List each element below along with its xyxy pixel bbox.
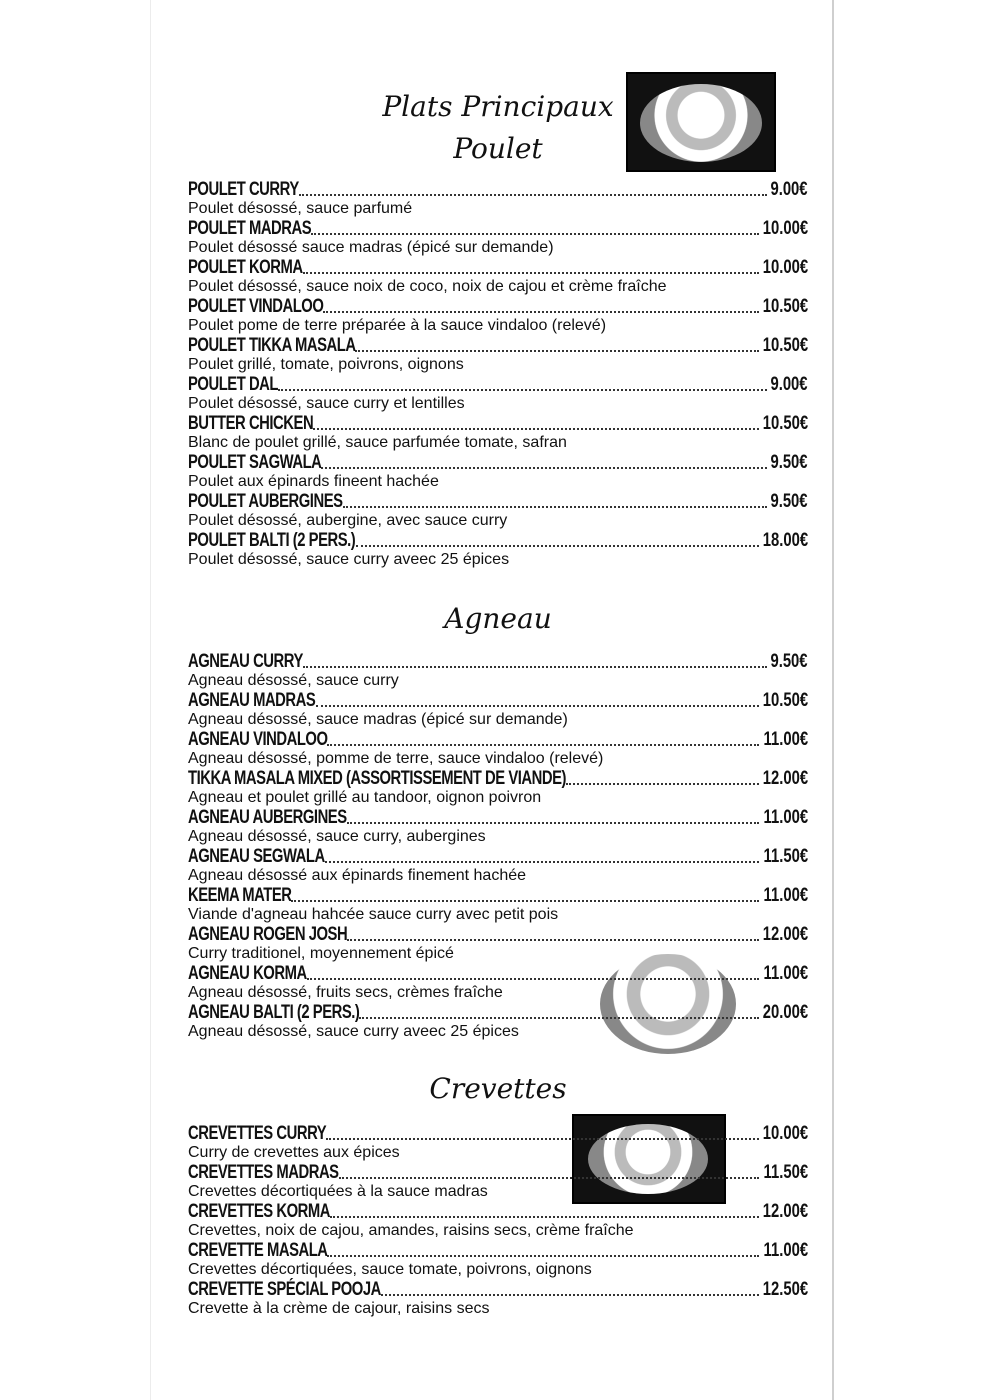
section-poulet (188, 180, 808, 570)
menu-item-description: Agneau désossé, fruits secs, crèmes fraîche (188, 984, 503, 1001)
menu-item (188, 1280, 808, 1319)
menu-item-header (188, 531, 808, 551)
dot-leader (323, 311, 758, 313)
menu-item (188, 925, 808, 964)
menu-item-description: Poulet pome de terre préparée à la sauce vindaloo (relevé) (188, 317, 607, 334)
menu-item-name: AGNEAU AUBERGINES (188, 807, 347, 828)
menu-item-name: POULET AUBERGINES (188, 491, 343, 512)
menu-item (188, 336, 808, 375)
menu-item (188, 769, 808, 808)
menu-item-name: CREVETTE SPÉCIAL POOJA (188, 1279, 381, 1300)
menu-item-header (188, 1163, 808, 1183)
menu-item-name: AGNEAU SEGWALA (188, 846, 325, 867)
dot-leader (291, 900, 759, 902)
menu-item-name: CREVETTES CURRY (188, 1123, 327, 1144)
menu-item-description: Viande d'agneau hahcée sauce curry avec petit pois (188, 906, 559, 923)
menu-item (188, 414, 808, 453)
menu-item-name: TIKKA MASALA MIXED (ASSORTISSEMENT DE VIANDE) (188, 768, 566, 789)
menu-item-name: CREVETTES MADRAS (188, 1162, 339, 1183)
menu-item-description: Poulet désossé, sauce curry et lentilles (188, 395, 465, 412)
menu-item-header (188, 297, 808, 317)
dot-leader (381, 1294, 758, 1296)
section-heading-poulet: Poulet (453, 132, 543, 165)
dot-leader (303, 272, 759, 274)
menu-item-name: POULET BALTI (2 PERS.) (188, 530, 356, 551)
menu-item (188, 1163, 808, 1202)
dot-leader (343, 506, 768, 508)
menu-item (188, 531, 808, 570)
menu-item-name: AGNEAU KORMA (188, 963, 307, 984)
menu-item-name: POULET VINDALOO (188, 296, 324, 317)
menu-item-description: Curry traditionel, moyennement épicé (188, 945, 454, 962)
menu-item-price: 10.50€ (762, 335, 808, 356)
menu-item-price: 12.50€ (762, 1279, 808, 1300)
menu-item-description: Poulet désossé, sauce curry aveec 25 épices (188, 551, 510, 568)
menu-item-description: Crevettes décortiquées, sauce tomate, poivrons, oignons (188, 1261, 592, 1278)
menu-item-name: AGNEAU CURRY (188, 651, 303, 672)
page-right-edge (832, 0, 834, 1400)
menu-item-price: 11.00€ (763, 807, 808, 828)
menu-item-header (188, 808, 808, 828)
menu-item-header (188, 258, 808, 278)
dot-leader (359, 1017, 758, 1019)
menu-title: Plats Principaux (382, 90, 614, 123)
dot-leader (313, 428, 759, 430)
menu-item (188, 730, 808, 769)
menu-item-name: KEEMA MATER (188, 885, 292, 906)
dot-leader (356, 545, 759, 547)
menu-item-header (188, 1241, 808, 1261)
menu-item-description: Crevettes, noix de cajou, amandes, raisins secs, crème fraîche (188, 1222, 634, 1239)
menu-item-name: POULET KORMA (188, 257, 303, 278)
menu-item-description: Agneau désossé, pomme de terre, sauce vindaloo (relevé) (188, 750, 604, 767)
menu-item-description: Agneau désossé aux épinards finement hachée (188, 867, 527, 884)
menu-item-header (188, 886, 808, 906)
menu-item-description: Poulet désossé, aubergine, avec sauce curry (188, 512, 508, 529)
menu-item-name: BUTTER CHICKEN (188, 413, 314, 434)
menu-item-description: Poulet désossé sauce madras (épicé sur demande) (188, 239, 554, 256)
menu-item-name: CREVETTES KORMA (188, 1201, 331, 1222)
dot-leader (307, 978, 759, 980)
menu-item-header (188, 691, 808, 711)
menu-item-price: 9.50€ (770, 491, 808, 512)
menu-item-price: 12.00€ (762, 1201, 808, 1222)
menu-item-name: AGNEAU VINDALOO (188, 729, 328, 750)
menu-item-header (188, 925, 808, 945)
menu-item-description: Poulet désossé, sauce parfumé (188, 200, 413, 217)
dot-leader (339, 1177, 760, 1179)
dot-leader (327, 744, 759, 746)
menu-item-price: 9.50€ (770, 452, 808, 473)
dot-leader (299, 194, 768, 196)
menu-item-name: CREVETTE MASALA (188, 1240, 328, 1261)
menu-item-description: Poulet désossé, sauce noix de coco, noix de cajou et crème fraîche (188, 278, 667, 295)
menu-item-price: 11.50€ (763, 1162, 808, 1183)
menu-item (188, 297, 808, 336)
menu-item-price: 9.00€ (770, 374, 808, 395)
menu-item-price: 12.00€ (762, 924, 808, 945)
menu-item-header (188, 492, 808, 512)
menu-item-price: 10.50€ (762, 690, 808, 711)
menu-item-header (188, 769, 808, 789)
menu-item-header (188, 1003, 808, 1023)
dot-leader (311, 233, 758, 235)
menu-item-price: 10.00€ (762, 257, 808, 278)
menu-item-header (188, 730, 808, 750)
menu-item-header (188, 219, 808, 239)
menu-item-price: 11.50€ (763, 846, 808, 867)
menu-item-description: Curry de crevettes aux épices (188, 1144, 400, 1161)
menu-item-name: POULET TIKKA MASALA (188, 335, 356, 356)
menu-item-description: Agneau désossé, sauce curry aveec 25 épices (188, 1023, 519, 1040)
menu-item-name: AGNEAU BALTI (2 PERS.) (188, 1002, 360, 1023)
menu-item-header (188, 847, 808, 867)
menu-item (188, 1241, 808, 1280)
menu-item-price: 10.50€ (762, 413, 808, 434)
menu-item-name: POULET SAGWALA (188, 452, 322, 473)
dot-leader (330, 1216, 758, 1218)
menu-item-price: 11.00€ (763, 963, 808, 984)
menu-item-header (188, 1202, 808, 1222)
menu-item (188, 886, 808, 925)
menu-item-description: Crevette à la crème de cajour, raisins secs (188, 1300, 490, 1317)
menu-item-price: 9.50€ (770, 651, 808, 672)
menu-item-description: Agneau désossé, sauce madras (épicé sur demande) (188, 711, 568, 728)
menu-item (188, 1124, 808, 1163)
menu-item-header (188, 1280, 808, 1300)
menu-item-description: Blanc de poulet grillé, sauce parfumée tomate, safran (188, 434, 567, 451)
menu-item (188, 652, 808, 691)
menu-item-header (188, 453, 808, 473)
menu-item-price: 9.00€ (770, 179, 808, 200)
menu-item (188, 492, 808, 531)
menu-item (188, 453, 808, 492)
section-heading-crevettes: Crevettes (429, 1072, 567, 1105)
menu-item-header (188, 1124, 808, 1144)
menu-item-price: 11.00€ (763, 1240, 808, 1261)
menu-item-description: Agneau et poulet grillé au tandoor, oignon poivron (188, 789, 542, 806)
menu-item-price: 12.00€ (762, 768, 808, 789)
dot-leader (278, 389, 767, 391)
menu-item-price: 10.00€ (762, 1123, 808, 1144)
dot-leader (327, 1255, 759, 1257)
menu-item (188, 258, 808, 297)
section-crevettes (188, 1124, 808, 1319)
menu-item (188, 847, 808, 886)
dot-leader (566, 783, 759, 785)
menu-item-name: AGNEAU MADRAS (188, 690, 316, 711)
menu-item (188, 375, 808, 414)
menu-item-header (188, 414, 808, 434)
menu-item-name: POULET CURRY (188, 179, 299, 200)
menu-item-description: Agneau désossé, sauce curry (188, 672, 399, 689)
menu-item-name: AGNEAU ROGEN JOSH (188, 924, 348, 945)
menu-item-price: 18.00€ (762, 530, 808, 551)
menu-item (188, 964, 808, 1003)
menu-item (188, 219, 808, 258)
dot-leader (316, 705, 759, 707)
menu-item-description: Agneau désossé, sauce curry, aubergines (188, 828, 486, 845)
menu-item-description: Poulet aux épinards fineent hachée (188, 473, 439, 490)
menu-item-header (188, 180, 808, 200)
menu-item-price: 10.00€ (762, 218, 808, 239)
menu-item-header (188, 652, 808, 672)
menu-item (188, 180, 808, 219)
menu-item-name: POULET MADRAS (188, 218, 312, 239)
menu-item-header (188, 375, 808, 395)
menu-item-header (188, 336, 808, 356)
menu-item-name: POULET DAL (188, 374, 279, 395)
section-agneau (188, 652, 808, 1042)
menu-item (188, 1003, 808, 1042)
menu-item-description: Crevettes décortiquées à la sauce madras (188, 1183, 488, 1200)
menu-item (188, 808, 808, 847)
menu-item-price: 11.00€ (763, 729, 808, 750)
section-heading-agneau: Agneau (444, 602, 552, 635)
dot-leader (326, 1138, 758, 1140)
dot-leader (325, 861, 759, 863)
dot-leader (355, 350, 758, 352)
menu-item-price: 11.00€ (763, 885, 808, 906)
dot-leader (347, 939, 758, 941)
menu-item-description: Poulet grillé, tomate, poivrons, oignons (188, 356, 464, 373)
dot-leader (303, 666, 767, 668)
menu-item (188, 691, 808, 730)
dot-leader (347, 822, 759, 824)
menu-item (188, 1202, 808, 1241)
dot-leader (321, 467, 767, 469)
menu-item-header (188, 964, 808, 984)
menu-item-price: 20.00€ (762, 1002, 808, 1023)
menu-item-price: 10.50€ (762, 296, 808, 317)
page-left-shadow (150, 0, 151, 1400)
